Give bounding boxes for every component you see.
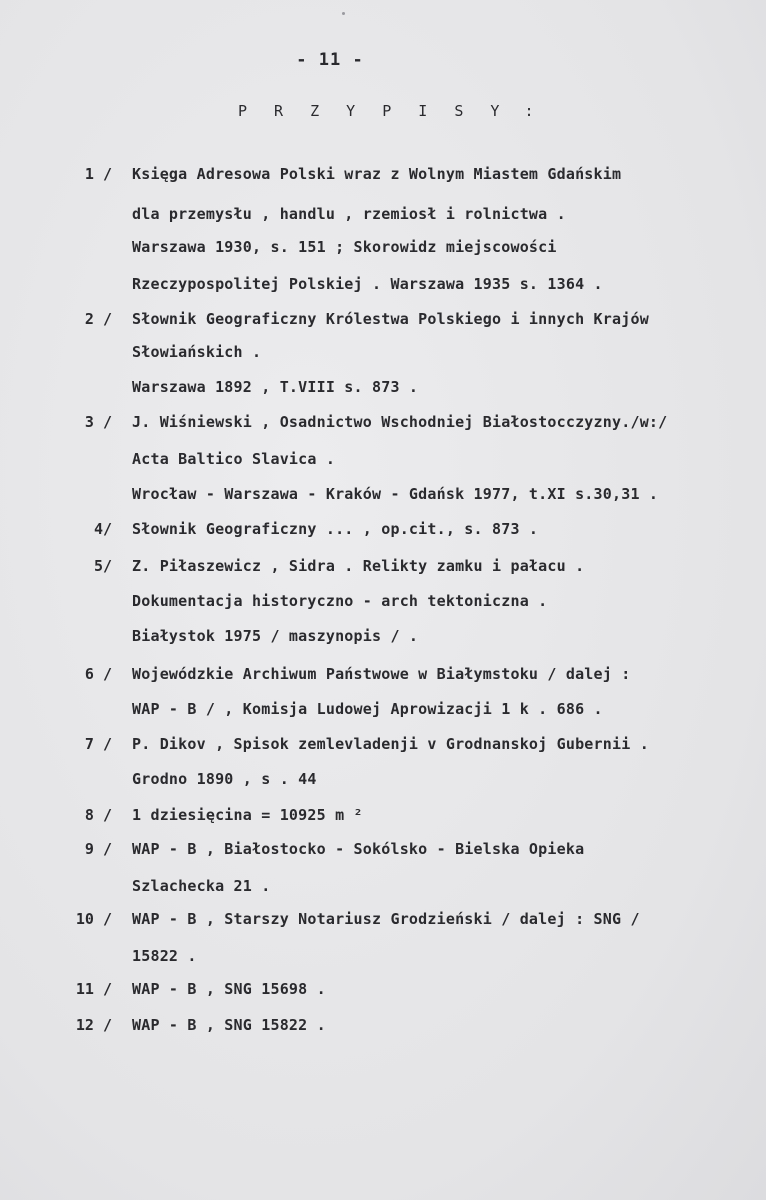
footnote-number: 11 / — [75, 980, 112, 998]
footnote-number: 4/ — [93, 520, 112, 538]
page-title — [238, 102, 534, 120]
footnote-line: WAP - B / , Komisja Ludowej Aprowizacji 1 k . 686 . — [132, 700, 603, 718]
footnote-line: Rzeczypospolitej Polskiej . Warszawa 1935 s. 1364 . — [132, 275, 603, 293]
footnote-number: 12 / — [75, 1016, 112, 1034]
footnote-number: 1 / — [84, 165, 112, 183]
heading-colon: : — [524, 102, 534, 120]
footnote-line: Białystok 1975 / maszynopis / . — [132, 627, 419, 645]
footnote-line: Warszawa 1930, s. 151 ; Skorowidz miejscowości — [132, 238, 557, 256]
footnote-line: Słowiańskich . — [132, 343, 262, 361]
footnote-line: WAP - B , SNG 15698 . — [132, 980, 326, 998]
footnote-line: Wrocław - Warszawa - Kraków - Gdańsk 1977, t.XI s.30,31 . — [132, 485, 659, 503]
footnote-line: Wojewódzkie Archiwum Państwowe w Białymstoku / dalej : — [132, 665, 631, 683]
footnote-line: Z. Piłaszewicz , Sidra . Relikty zamku i pałacu . — [132, 557, 585, 575]
footnote-line: dla przemysłu , handlu , rzemiosł i rolnictwa . — [132, 205, 566, 223]
page-number: - 11 - — [296, 50, 364, 70]
footnote-line: WAP - B , Białostocko - Sokólsko - Bielska Opieka — [132, 840, 585, 858]
footnote-number: 7 / — [84, 735, 112, 753]
footnote-number: 8 / — [84, 806, 112, 824]
footnote-line: Szlachecka 21 . — [132, 877, 271, 895]
footnote-number: 9 / — [84, 840, 112, 858]
footnote-line: WAP - B , Starszy Notariusz Grodzieński / dalej : SNG / — [132, 910, 640, 928]
footnote-line: J. Wiśniewski , Osadnictwo Wschodniej Białostocczyzny./w:/ — [132, 413, 668, 431]
footnote-line: 15822 . — [132, 947, 197, 965]
footnote-line: Księga Adresowa Polski wraz z Wolnym Miastem Gdańskim — [132, 165, 622, 183]
punch-mark — [342, 12, 345, 15]
footnote-line: P. Dikov , Spisok zemlevladenji v Grodnanskoj Gubernii . — [132, 735, 649, 753]
footnote-line: 1 dziesięcina = 10925 m ² — [132, 806, 363, 824]
footnote-line: WAP - B , SNG 15822 . — [132, 1016, 326, 1034]
heading-text: P R Z Y P I S Y — [238, 102, 509, 120]
footnote-line: Warszawa 1892 , T.VIII s. 873 . — [132, 378, 419, 396]
footnote-number: 6 / — [84, 665, 112, 683]
footnote-number: 2 / — [84, 310, 112, 328]
footnote-line: Grodno 1890 , s . 44 — [132, 770, 317, 788]
footnote-line: Acta Baltico Slavica . — [132, 450, 336, 468]
footnote-number: 3 / — [84, 413, 112, 431]
footnote-number: 10 / — [75, 910, 112, 928]
footnote-number: 5/ — [93, 557, 112, 575]
footnote-line: Słownik Geograficzny ... , op.cit., s. 873 . — [132, 520, 539, 538]
footnote-line: Słownik Geograficzny Królestwa Polskiego i innych Krajów — [132, 310, 649, 328]
footnote-line: Dokumentacja historyczno - arch tektoniczna . — [132, 592, 548, 610]
